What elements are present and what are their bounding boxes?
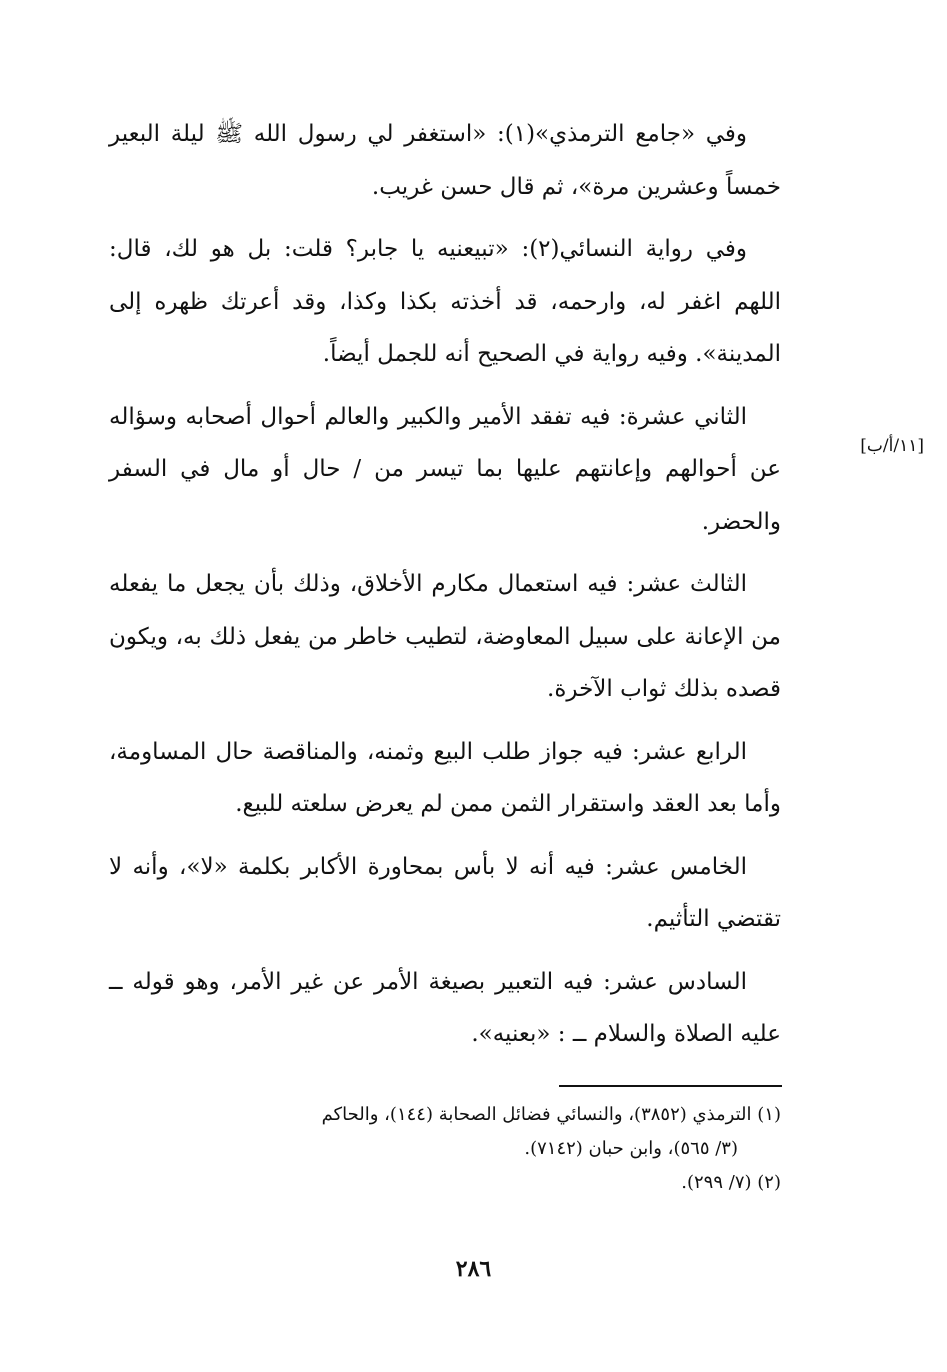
footnote-separator: [559, 1085, 782, 1087]
page-number: ٢٨٦: [455, 1256, 492, 1282]
paragraph-1: وفي «جامع الترمذي»(١): «استغفر لي رسول الله ﷺ ليلة البعير خمساً وعشرين مرة»، ثم قال حسن غريب.: [109, 121, 781, 200]
footnote-text: الترمذي (٣٨٥٢)، والنسائي فضائل الصحابة (١٤٤)، والحاكم: [321, 1104, 752, 1125]
footnote-1: [109, 1098, 781, 1166]
footnote-marker: (٢): [757, 1172, 781, 1193]
paragraph-5: الرابع عشر: فيه جواز طلب البيع وثمنه، والمناقصة حال المساومة، وأما بعد العقد واستقرار الثمن ممن لم يعرض سلعته للبيع.: [109, 738, 781, 817]
footnotes: [109, 1098, 781, 1200]
paragraph-2: وفي رواية النسائي(٢): «تبيعنيه يا جابر؟ قلت: بل هو لك، قال: اللهم اغفر له، وارحمه، قد أخذته بكذا وكذا، وقد أعرتك ظهره إلى المدينة». وفيه رواية في الصحيح أنه للجمل أيضاً.: [109, 236, 781, 367]
footnote-2: [109, 1166, 781, 1200]
footnote-marker: (١): [757, 1104, 781, 1125]
paragraph-4: الثالث عشر: فيه استعمال مكارم الأخلاق، وذلك بأن يجعل ما يفعله من الإعانة على سبيل المعاوضة، لتطيب خاطر من يفعل ذلك به، ويكون قصده بذلك ثواب الآخرة.: [109, 571, 781, 702]
manuscript-folio-note: [١١/أ/ب]: [860, 436, 924, 456]
footnote-text: (٧/ ٢٩٩).: [681, 1172, 752, 1193]
paragraph-6: الخامس عشر: فيه أنه لا بأس بمحاورة الأكابر بكلمة «لا»، وأنه لا تقتضي التأثيم.: [109, 853, 781, 932]
main-text: [109, 108, 781, 1071]
footnote-text-continued: (٣/ ٥٦٥)، وابن حبان (٧١٤٢).: [524, 1138, 738, 1159]
paragraph-3: الثاني عشرة: فيه تفقد الأمير والكبير والعالم أحوال أصحابه وسؤاله عن أحوالهم وإعانتهم عليها بما تيسر من / حال أو مال في السفر والحضر.: [109, 403, 781, 535]
paragraph-7: السادس عشر: فيه التعبير بصيغة الأمر عن غير الأمر، وهو قوله ــ عليه الصلاة والسلام ــ : «بعنيه».: [109, 968, 781, 1047]
